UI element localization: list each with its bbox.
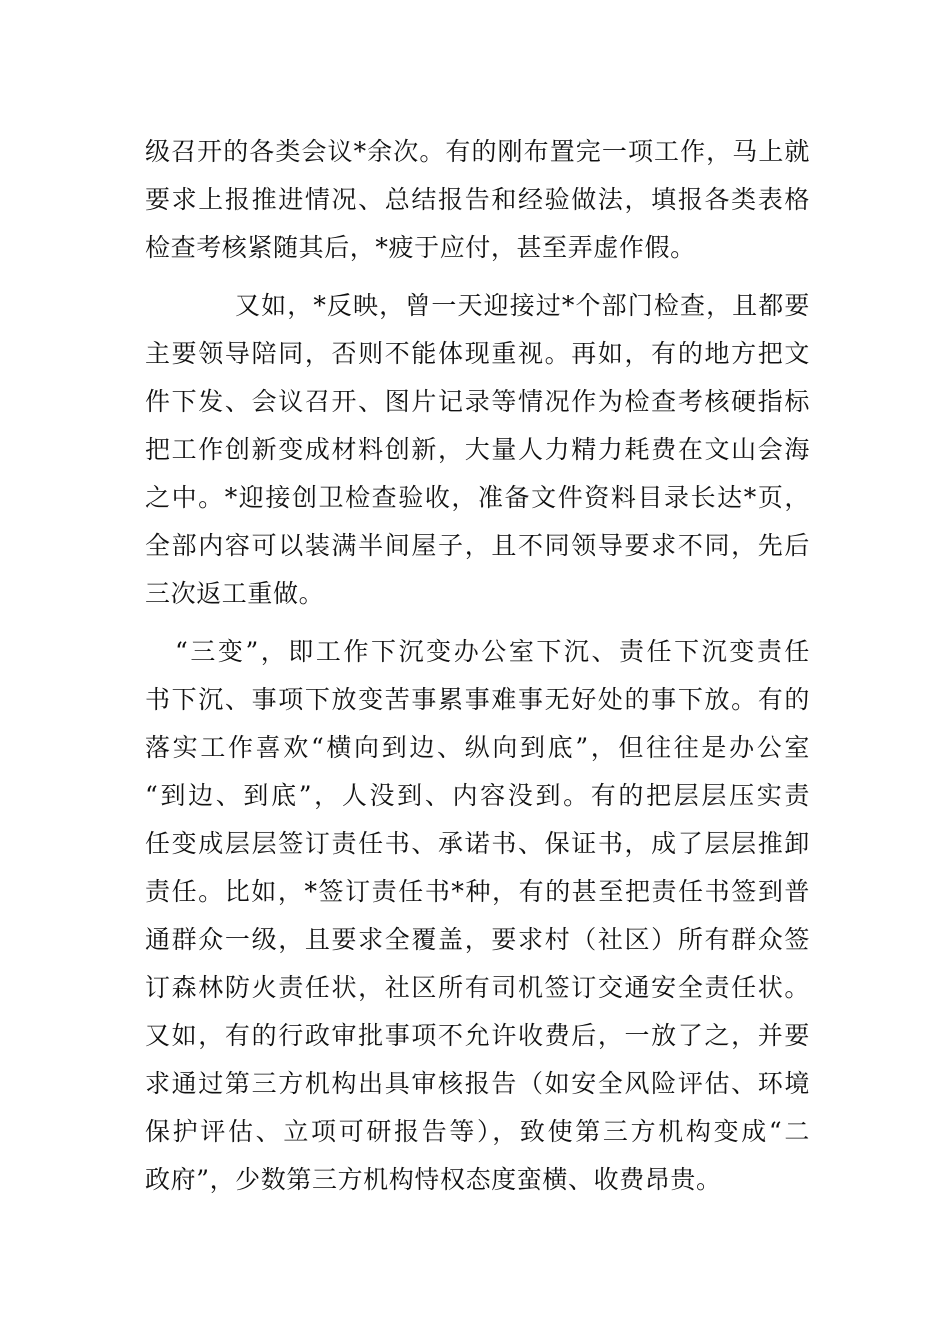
- paragraph-1: [145, 128, 810, 272]
- text-line: 件下发、会议召开、图片记录等情况作为检查考核硬指标: [145, 387, 810, 416]
- paragraph-gap: [145, 272, 810, 282]
- text-line: 政府”，少数第三方机构恃权态度蛮横、收费昂贵。: [145, 1165, 722, 1194]
- body-text: [145, 128, 810, 1204]
- text-line: 之中。*迎接创卫检查验收，准备文件资料目录长达*页，: [145, 483, 810, 512]
- paragraph-2: [145, 282, 810, 618]
- text-line: 三次返工重做。: [145, 579, 325, 608]
- text-line: 要求上报推进情况、总结报告和经验做法，填报各类表格: [145, 185, 810, 214]
- text-line: 通群众一级，且要求全覆盖，要求村（社区）所有群众签: [145, 925, 810, 954]
- text-line: 任变成层层签订责任书、承诺书、保证书，成了层层推卸: [145, 829, 810, 858]
- text-line: 主要领导陪同，否则不能体现重视。再如，有的地方把文: [145, 339, 810, 368]
- text-line: “到边、到底”，人没到、内容没到。有的把层层压实责: [145, 781, 810, 810]
- text-line: 责任。比如，*签订责任书*种，有的甚至把责任书签到普: [145, 877, 810, 906]
- text-line: 又如，*反映，曾一天迎接过*个部门检查，且都要: [235, 291, 810, 320]
- text-line: “三变”，即工作下沉变办公室下沉、责任下沉变责任: [175, 637, 810, 666]
- text-line: 书下沉、事项下放变苦事累事难事无好处的事下放。有的: [145, 685, 810, 714]
- paragraph-gap: [145, 618, 810, 628]
- text-line: 全部内容可以装满半间屋子，且不同领导要求不同，先后: [145, 531, 810, 560]
- text-line: 求通过第三方机构出具审核报告（如安全风险评估、环境: [145, 1069, 810, 1098]
- text-line: 订森林防火责任状，社区所有司机签订交通安全责任状。: [145, 973, 810, 1002]
- text-line: 落实工作喜欢“横向到边、纵向到底”，但往往是办公室: [145, 733, 810, 762]
- text-line: 保护评估、立项可研报告等），致使第三方机构变成“二: [145, 1117, 810, 1146]
- paragraph-3: [145, 628, 810, 1204]
- text-line: 级召开的各类会议*余次。有的刚布置完一项工作，马上就: [145, 137, 810, 166]
- text-line: 又如，有的行政审批事项不允许收费后，一放了之，并要: [145, 1021, 810, 1050]
- text-line: 把工作创新变成材料创新，大量人力精力耗费在文山会海: [145, 435, 810, 464]
- text-line: 检查考核紧随其后，*疲于应付，甚至弄虚作假。: [145, 233, 696, 262]
